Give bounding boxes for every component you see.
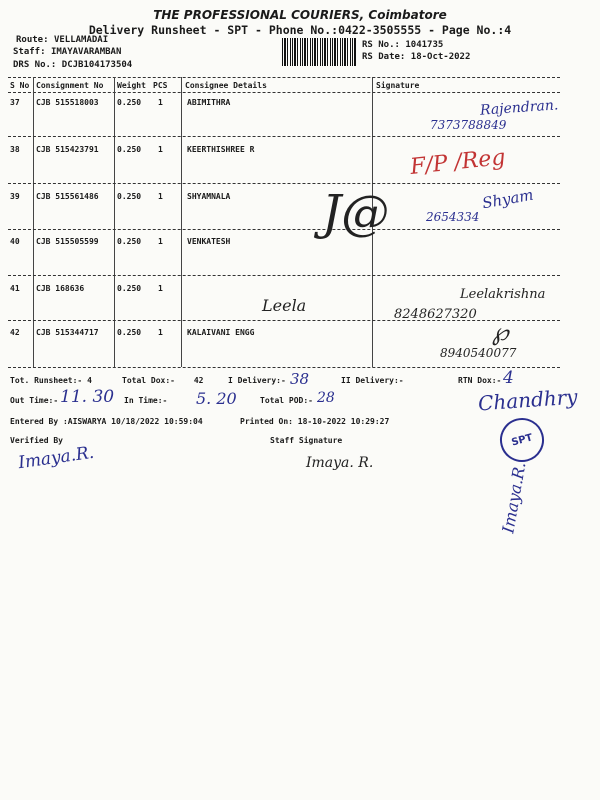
rs-date-label: RS Date: [362, 52, 406, 62]
hw-vertical-scribble: Imaya.R. [498, 460, 530, 535]
rs-date-line [362, 52, 470, 62]
in-time-label: In Time:- [124, 396, 168, 405]
drs-label: DRS No.: [13, 60, 57, 70]
row-consignee: SHYAMNALA [187, 192, 231, 201]
col-divider [114, 77, 115, 367]
row-weight: 0.250 [117, 98, 142, 107]
staff-label: Staff: [13, 47, 46, 57]
hw-rtn: 4 [503, 368, 514, 388]
drs-line [13, 60, 132, 70]
rtn-dox-label: RTN Dox:- [458, 376, 502, 385]
table-top-rule [8, 77, 560, 78]
drs-value: DCJB104173504 [61, 60, 133, 70]
total-dox-label: Total Dox:- [122, 376, 175, 385]
table-bottom-rule [8, 367, 560, 368]
hw-r40-mark: J@ [322, 185, 390, 241]
hw-r41-phone: 8248627320 [394, 307, 477, 322]
row-consignment: CJB 515518003 [36, 98, 99, 107]
row-consignee: KALAIVANI ENGG [187, 328, 255, 337]
total-dox-value: 42 [193, 376, 204, 385]
row-weight: 0.250 [117, 328, 142, 337]
tot-runsheet-value: 4 [87, 376, 92, 385]
row-sno: 41 [10, 284, 20, 293]
col-divider [181, 77, 182, 367]
hw-verified-signature: Imaya.R. [16, 442, 96, 474]
rs-date-value: 18-Oct-2022 [410, 52, 471, 62]
hw-r42-sig-icon: ℘ [492, 318, 509, 346]
rs-no-line [362, 40, 443, 50]
hw-in-time: 5. 20 [196, 389, 237, 408]
hw-out-time: 11. 30 [60, 387, 115, 407]
hw-i-delivery: 38 [290, 370, 310, 388]
hw-staff-signature: Imaya. R. [306, 455, 374, 471]
row-consignee: VENKATESH [187, 237, 231, 246]
header-bottom-rule [8, 92, 560, 93]
hw-r38-note: F/P /Reg [408, 145, 507, 180]
row-sno: 40 [10, 237, 20, 246]
row-sno: 42 [10, 328, 20, 337]
col-header-pcs: PCS [153, 81, 168, 90]
tot-runsheet-label: Tot. Runsheet:- [10, 376, 83, 385]
row-rule [8, 229, 560, 230]
row-pcs: 1 [158, 284, 163, 293]
row-weight: 0.250 [117, 237, 142, 246]
out-time-label: Out Time:- [10, 396, 59, 405]
route-value: VELLAMADAI [53, 35, 109, 45]
hw-r37-name: Rajendran. [479, 97, 559, 119]
route-line [16, 35, 108, 45]
hw-r41-leela: Leela [262, 296, 307, 315]
row-consignment: CJB 515561486 [36, 192, 99, 201]
hw-r39-name: Shyam [480, 185, 535, 213]
company-title: THE PROFESSIONAL COURIERS, Coimbatore [153, 8, 447, 22]
row-pcs: 1 [158, 237, 163, 246]
total-dox [122, 376, 203, 385]
hw-r39-phone: 2654334 [426, 210, 480, 224]
row-sno: 38 [10, 145, 20, 154]
hw-r37-phone: 7373788849 [430, 118, 507, 132]
row-consignee: ABIMITHRA [187, 98, 231, 107]
total-pod-label: Total POD:- [260, 396, 313, 405]
col-divider [33, 77, 34, 367]
route-label: Route: [16, 35, 49, 45]
verified-by-label: Verified By [10, 436, 63, 445]
runsheet-subtitle: Delivery Runsheet - SPT - Phone No.:0422-3505555 - Page No.:4 [88, 23, 512, 37]
row-consignment: CJB 515423791 [36, 145, 99, 154]
row-pcs: 1 [158, 145, 163, 154]
staff-value: IMAYAVARAMBAN [50, 47, 122, 57]
row-pcs: 1 [158, 98, 163, 107]
spt-stamp: SPT [495, 413, 549, 467]
entered-by: Entered By :AISWARYA 10/18/2022 10:59:04 [10, 417, 203, 426]
row-consignment: CJB 515344717 [36, 328, 99, 337]
col-header-consignment: Consignment No [36, 81, 104, 90]
i-delivery-label: I Delivery:- [228, 376, 286, 385]
printed-on: Printed On: 18-10-2022 10:29:27 [240, 417, 390, 426]
row-sno: 37 [10, 98, 20, 107]
row-rule [8, 183, 560, 184]
col-header-weight: Weight [117, 81, 146, 90]
row-consignment: CJB 515505599 [36, 237, 99, 246]
row-weight: 0.250 [117, 284, 142, 293]
staff-line [13, 47, 121, 57]
hw-r41-name: Leelakrishna [460, 287, 546, 302]
row-rule [8, 275, 560, 276]
col-header-consignee: Consignee Details [185, 81, 267, 90]
row-rule [8, 320, 560, 321]
hw-total-pod: 28 [317, 390, 335, 406]
row-pcs: 1 [158, 192, 163, 201]
rs-no-label: RS No.: [362, 40, 400, 50]
barcode [282, 38, 356, 66]
row-consignee: KEERTHISHREE R [187, 145, 255, 154]
row-sno: 39 [10, 192, 20, 201]
rs-no-value: 1041735 [405, 40, 444, 50]
col-header-sno: S No [10, 81, 30, 90]
row-weight: 0.250 [117, 192, 142, 201]
hw-chanthru: Chandhry [477, 384, 579, 416]
col-header-signature: Signature [376, 81, 420, 90]
hw-r42-phone: 8940540077 [440, 346, 517, 360]
ii-delivery-label: II Delivery:- [341, 376, 404, 385]
staff-signature-label: Staff Signature [270, 436, 343, 445]
row-pcs: 1 [158, 328, 163, 337]
row-consignment: CJB 168636 [36, 284, 85, 293]
row-rule [8, 136, 560, 137]
row-weight: 0.250 [117, 145, 142, 154]
tot-runsheet [10, 376, 92, 385]
